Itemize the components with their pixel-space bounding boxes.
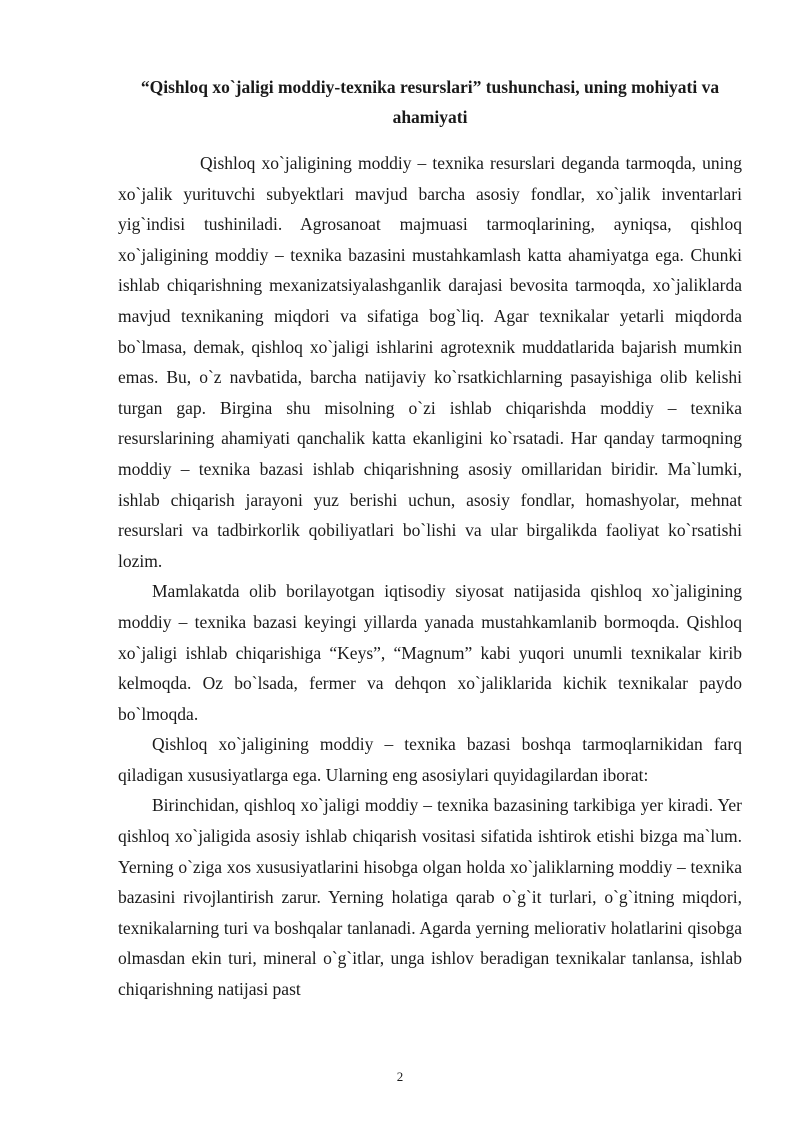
- document-body: [118, 148, 742, 1005]
- page-number: 2: [396, 1069, 404, 1084]
- paragraph: Birinchidan, qishloq xo`jaligi moddiy – texnika bazasining tarkibiga yer kiradi. Yer qishloq xo`jaligida asosiy ishlab chiqarish vositasi sifatida ishtirok etishi bizga ma`lum. Yerning o`ziga xos xususiyatlarini hisobga olgan holda xo`jaliklarning moddiy – texnika bazasini rivojlantirish zarur. Yerning holatiga qarab o`g`it turlari, o`g`itning miqdori, texnikalarning turi va boshqalar tanlanadi. Agarda yerning meliorativ holatlarini qisobga olmasdan ekin turi, mineral o`g`itlar, unga ishlov beradigan texnikalar tanlansa, ishlab chiqarishning natijasi past: [118, 795, 742, 1000]
- paragraph: Mamlakatda olib borilayotgan iqtisodiy siyosat natijasida qishloq xo`jaligining moddiy – texnika bazasi keyingi yillarda yanada mustahkamlanib bormoqda. Qishloq xo`jaligi ishlab chiqarishiga “Keys”, “Magnum” kabi yuqori unumli texnikalar kirib kelmoqda. Oz bo`lsada, fermer va dehqon xo`jaliklarida kichik texnikalar paydo bo`lmoqda.: [118, 581, 742, 724]
- paragraph: Qishloq xo`jaligining moddiy – texnika resurslari deganda tarmoqda, uning xo`jalik yurituvchi subyektlari mavjud barcha asosiy fondlar, xo`jalik inventarlari yig`indisi tushiniladi. Agrosanoat majmuasi tarmoqlarining, ayniqsa, qishloq xo`jaligining moddiy – texnika bazasini mustahkamlash katta ahamiyatga ega. Chunki ishlab chiqarishning mexanizatsiyalashganlik darajasi bevosita tarmoqda, xo`jaliklarda mavjud texnikaning miqdori va sifatiga bog`liq. Agar texnikalar yetarli miqdorda bo`lmasa, demak, qishloq xo`jaligi ishlarini agrotexnik muddatlarida bajarish mumkin emas. Bu, o`z navbatida, barcha natijaviy ko`rsatkichlarning pasayishiga olib kelishi turgan gap. Birgina shu misolning o`zi ishlab chiqarishda moddiy – texnika resurslarining ahamiyati qanchalik katta ekanligini ko`rsatadi. Har qanday tarmoqning moddiy – texnika bazasi ishlab chiqarishning asosiy omillaridan biridir. Ma`lumki, ishlab chiqarish jarayoni yuz berishi uchun, asosiy fondlar, homashyolar, mehnat resurslari va tadbirkorlik qobiliyatlari bo`lishi va ular birgalikda faoliyat ko`rsatishi lozim.: [118, 153, 742, 571]
- page-title: “Qishloq xo`jaligi moddiy-texnika resurslari” tushunchasi, uning mohiyati va ahamiyati: [140, 77, 720, 127]
- paragraph: Qishloq xo`jaligining moddiy – texnika bazasi boshqa tarmoqlarnikidan farq qiladigan xususiyatlarga ega. Ularning eng asosiylari quyidagilardan iborat:: [118, 734, 742, 785]
